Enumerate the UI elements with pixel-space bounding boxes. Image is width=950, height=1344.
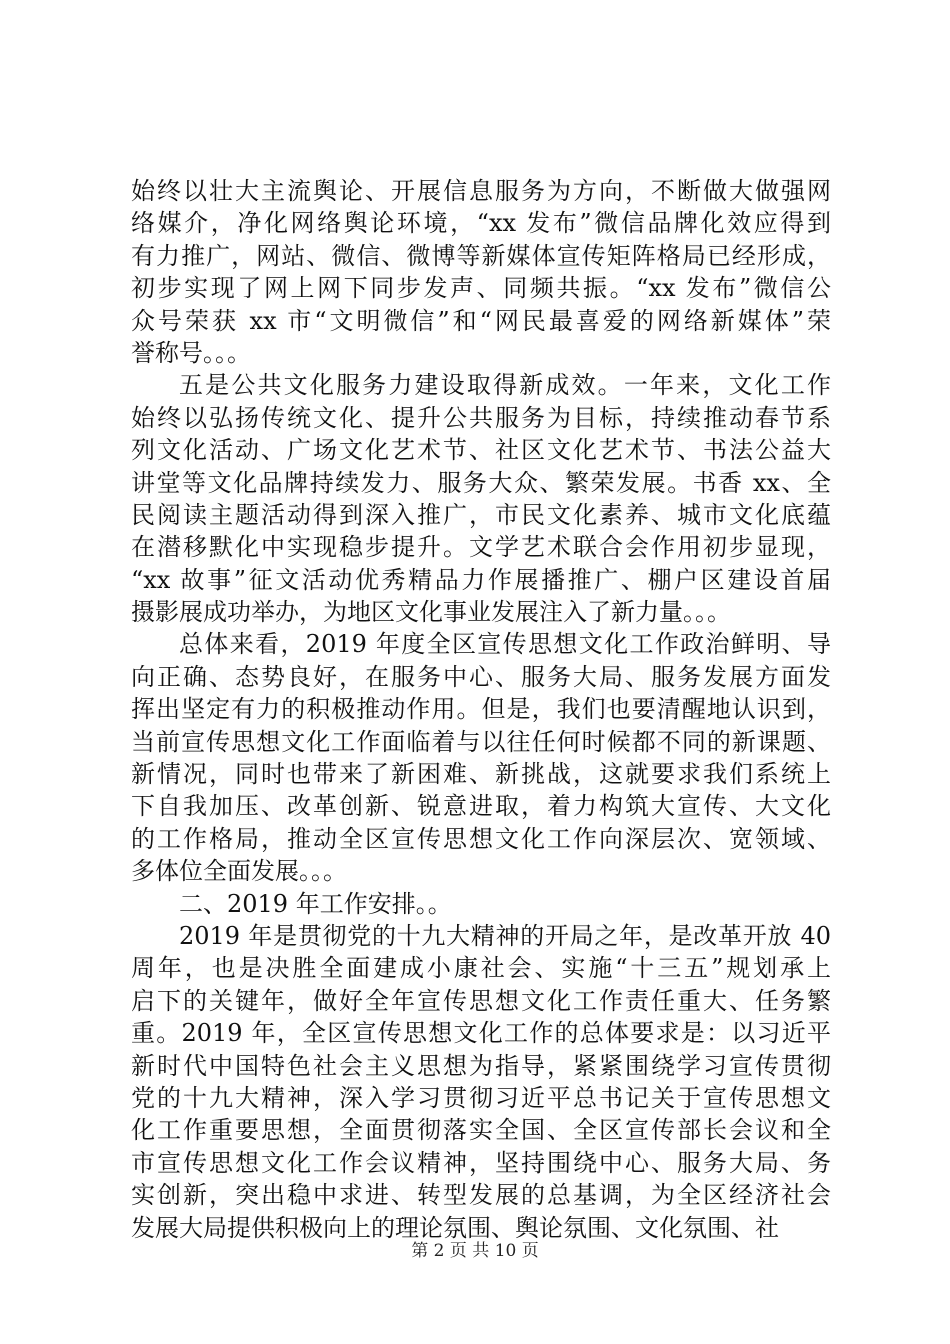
text-line: 誉称号。。。 [131,338,251,367]
text-line: 重。2019 年，全区宣传思想文化工作的总体要求是：以习近平 [131,1019,831,1048]
text-line: 初步实现了网上网下同步发声、同频共振。“xx 发布”微信公 [131,274,831,303]
text-line: 总体来看，2019 年度全区宣传思想文化工作政治鲜明、导 [179,630,831,659]
text-line: 向正确、态势良好，在服务中心、服务大局、服务发展方面发 [131,662,831,691]
text-line: 民阅读主题活动得到深入推广，市民文化素养、城市文化底蕴 [131,500,831,529]
text-line: 发展大局提供积极向上的理论氛围、舆论氛围、文化氛围、社 [131,1213,779,1242]
text-line: 挥出坚定有力的积极推动作用。但是，我们也要清醒地认识到， [131,695,831,724]
text-line: 下自我加压、改革创新、锐意进取，着力构筑大宣传、大文化 [131,792,831,821]
text-line: 新情况，同时也带来了新困难、新挑战，这就要求我们系统上 [131,760,831,789]
paragraph [131,628,831,887]
text-line: 列文化活动、广场文化艺术节、社区文化艺术节、书法公益大 [131,436,831,465]
page-footer: 第 2 页 共 10 页 [411,1241,539,1261]
text-line: 2019 年是贯彻党的十九大精神的开局之年，是改革开放 40 [179,921,831,950]
text-line: 实创新，突出稳中求进、转型发展的总基调，为全区经济社会 [131,1181,831,1210]
paragraph [131,175,831,369]
text-line: 新时代中国特色社会主义思想为指导，紧紧围绕学习宣传贯彻 [131,1051,831,1080]
text-line: 在潜移默化中实现稳步提升。文学艺术联合会作用初步显现， [131,533,831,562]
text-line: 众号荣获 xx 市“文明微信”和“网民最喜爱的网络新媒体”荣 [131,306,831,335]
text-line: 始终以壮大主流舆论、开展信息服务为方向，不断做大做强网 [131,177,831,205]
text-line: 始终以弘扬传统文化、提升公共服务为目标，持续推动春节系 [131,403,831,432]
paragraph [131,920,831,1244]
paragraph [131,369,831,628]
text-line: 有力推广，网站、微信、微博等新媒体宣传矩阵格局已经形成， [131,241,831,270]
text-line: 启下的关键年，做好全年宣传思想文化工作责任重大、任务繁 [131,986,831,1015]
text-line: 当前宣传思想文化工作面临着与以往任何时候都不同的新课题、 [131,727,831,756]
text-line: 二、2019 年工作安排。。 [179,889,452,918]
text-line: 化工作重要思想，全面贯彻落实全国、全区宣传部长会议和全 [131,1116,831,1145]
document-body [131,175,831,1244]
paragraph [131,888,831,920]
text-line: 五是公共文化服务力建设取得新成效。一年来，文化工作 [179,371,831,400]
text-line: 讲堂等文化品牌持续发力、服务大众、繁荣发展。书香 xx、全 [131,468,831,497]
text-line: 摄影展成功举办，为地区文化事业发展注入了新力量。。。 [131,598,731,627]
text-line: “xx 故事”征文活动优秀精品力作展播推广、棚户区建设首届 [131,565,831,594]
text-line: 市宣传思想文化工作会议精神，坚持围绕中心、服务大局、务 [131,1148,831,1177]
text-line: 周年，也是决胜全面建成小康社会、实施“十三五”规划承上 [131,954,831,983]
text-line: 党的十九大精神，深入学习贯彻习近平总书记关于宣传思想文 [131,1083,831,1112]
text-line: 的工作格局，推动全区宣传思想文化工作向深层次、宽领域、 [131,824,831,853]
text-line: 络媒介，净化网络舆论环境，“xx 发布”微信品牌化效应得到 [131,209,831,238]
text-line: 多体位全面发展。。。 [131,857,347,886]
